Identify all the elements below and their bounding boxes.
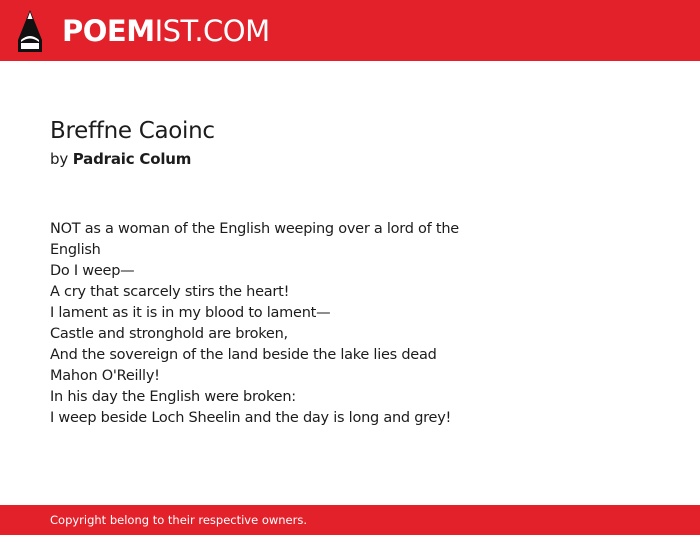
- pencil-icon[interactable]: [18, 10, 42, 52]
- byline: [50, 149, 650, 169]
- poem-line: Mahon O'Reilly!: [50, 368, 160, 384]
- author-link[interactable]: Padraic Colum: [72, 150, 192, 168]
- poem-line: Do I weep—: [50, 263, 135, 279]
- byline-prefix: by: [50, 150, 68, 168]
- logo-strong-text: POEM: [62, 14, 155, 48]
- poem-heading: [50, 115, 650, 169]
- poem-line: NOT as a woman of the English weeping over a lord of the: [50, 221, 459, 237]
- poem-line: English: [50, 242, 101, 258]
- poem-line: In his day the English were broken:: [50, 389, 296, 405]
- poem-body: [50, 219, 470, 429]
- site-logo-link[interactable]: [62, 11, 270, 51]
- copyright-notice: Copyright belong to their respective owners.: [50, 513, 308, 527]
- site-footer: [0, 505, 700, 535]
- logo-light-text: IST.COM: [154, 14, 270, 48]
- poem-line: I weep beside Loch Sheelin and the day is long and grey!: [50, 410, 452, 426]
- poem-line: And the sovereign of the land beside the lake lies dead: [50, 347, 437, 363]
- poem-line: A cry that scarcely stirs the heart!: [50, 284, 290, 300]
- poem-line: I lament as it is in my blood to lament—: [50, 305, 331, 321]
- poem-line: Castle and stronghold are broken,: [50, 326, 288, 342]
- poem-title: Breffne Caoinc: [50, 118, 215, 144]
- site-header: [0, 0, 700, 61]
